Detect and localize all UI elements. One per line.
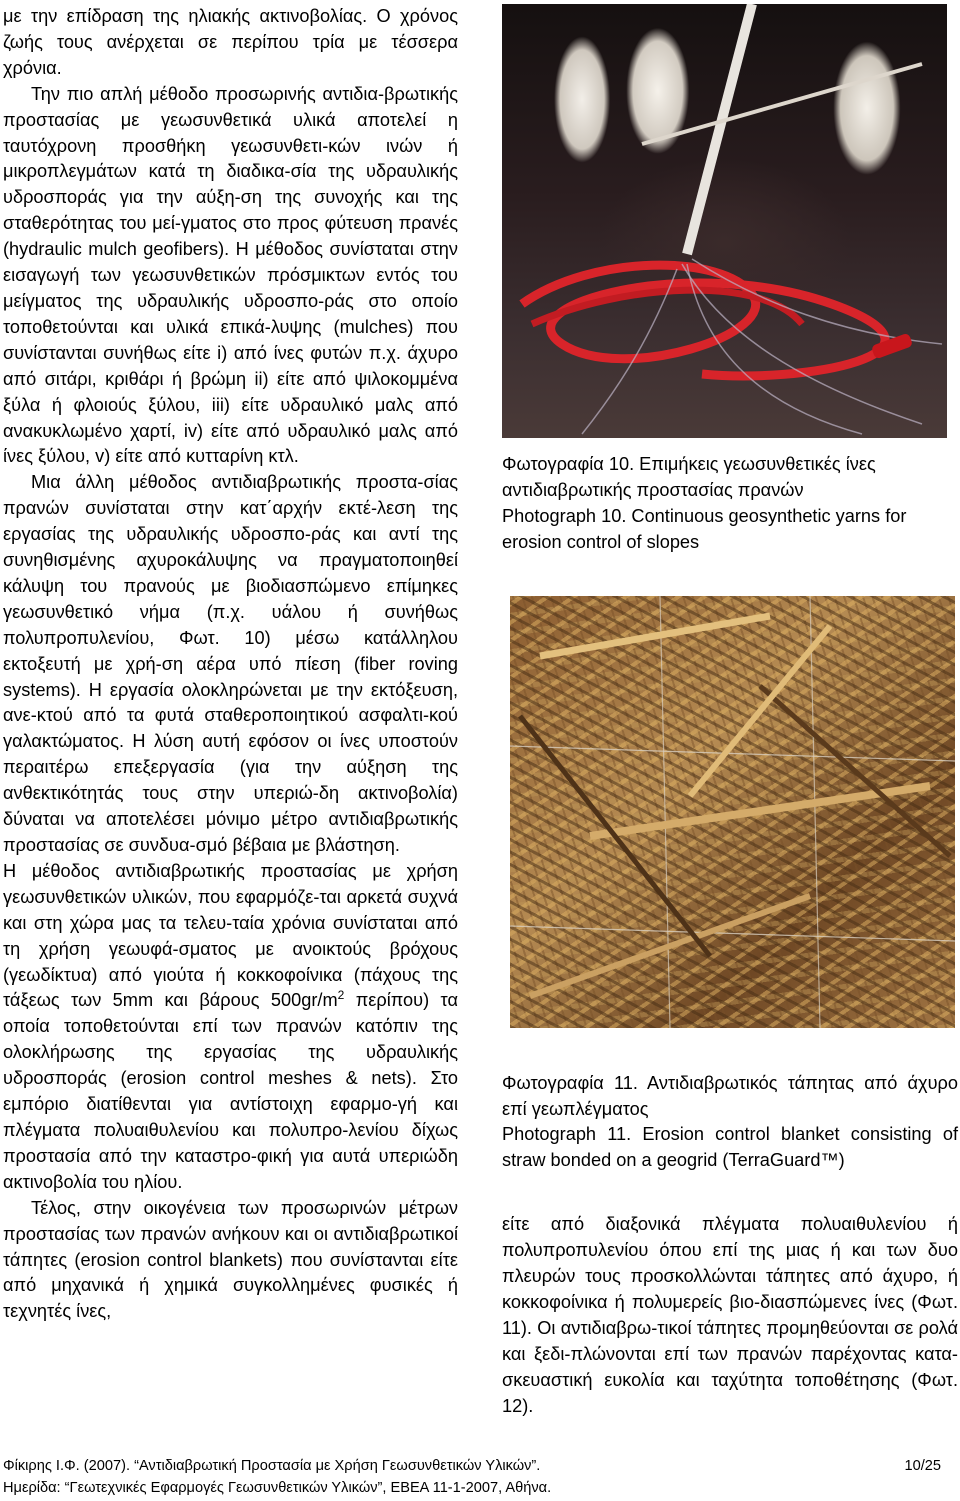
caption-11-english: Photograph 11. Erosion control blanket consisting of straw bonded on a geogrid (TerraGuard™)	[502, 1124, 958, 1171]
photo-straw-blanket	[510, 596, 955, 1028]
right-column	[502, 4, 958, 1420]
caption-10-greek: Φωτογραφία 10. Επιμήκεις γεωσυνθετικές ίνες αντιδιαβρωτικής προστασίας πρανών	[502, 454, 876, 500]
paragraph-3: Μια άλλη μέθοδος αντιδιαβρωτικής προστα-σίας πρανών συνίσταται στην κατ΄αρχήν εκτέ-λεση της εργασίας της υδραυλικής υδροσπο-ράς και αντί της συνηθισμένης αχυροκάλυψης να πραγματοποιηθεί κάλυψη του πρανούς με βιοδιασπώμενο επίμηκες γεωσυνθετικό νήμα (π.χ. υάλου ή συνήθως πολυπροπυλενίου, Φωτ. 10) μέσω κατάλληλου εκτοξευτή με χρή-ση αέρα υπό πίεση (fiber roving systems). Η εργασία ολοκληρώνεται με την εκτόξευση, ανε-κτού από τα φυτά σταθεροποιητικού ασφαλτι-κού γαλακτώματος. Η λύση αυτή εφόσον οι ίνες υποστούν περαιτέρω επεξεργασία (για την αύξηση της ανθεκτικότητάς τους στην υπεριώ-δη ακτινοβολία) δύναται να αποτελέσει μόνιμο μέτρο αντιδιαβρωτικής προστασίας σε συνδυα-σμό βέβαια με βλάστηση.	[3, 472, 458, 855]
caption-11-greek: Φωτογραφία 11. Αντιδιαβρωτικός τάπητας από άχυρο επί γεωπλέγματος	[502, 1072, 958, 1119]
paragraph-4-part-b: περίπου) τα οποία τοποθετούνται επί των πρανών κατόπιν της ολοκλήρωσης της εργασίας της υδραυλικής υδροσποράς (erosion control meshes & nets). Στο εμπόριο διατίθενται για αντίστοιχη εφαρμο-γή και πλέγματα πολυαιθυλενίου και πολυπρο-λενίου δίχως προστασία από την καταστρο-φική για αυτά υπεριώδη ακτινοβολία του ηλίου.	[3, 990, 458, 1192]
page-number: 10/25	[904, 1458, 941, 1474]
photo-11-caption	[502, 1071, 958, 1175]
page-footer	[3, 1455, 945, 1499]
caption-10-english: Photograph 10. Continuous geosynthetic yarns for erosion control of slopes	[502, 505, 907, 552]
right-column-continuation: είτε από διαξονικά πλέγματα πολυαιθυλενίου ή πολυπροπυλενίου όπου επί της μιας ή και των δυο πλευρών τους προσκολλώνται τάπητες από άχυρο, ή κοκκοφοίνικα ή πολυμερείς βιο-διασπώμενες ίνες (Φωτ. 11). Οι αντιδιαβρω-τικοί τάπητες προμηθεύονται σε ρολά και ξεδι-πλώνονται επί των πρανών παρέχοντας κατα-σκευαστική ευκολία και ταχύτητα τοποθέτησης (Φωτ. 12).	[502, 1214, 958, 1416]
paragraph-1: με την επίδραση της ηλιακής ακτινοβολίας. Ο χρόνος ζωής τους ανέρχεται σε περίπου τρία με τέσσερα χρόνια.	[3, 6, 458, 78]
left-text-column	[3, 4, 458, 1325]
paragraph-5: Τέλος, στην οικογένεια των προσωρινών μέτρων προστασίας των πρανών ανήκουν και οι αντιδιαβρωτικοί τάπητες (erosion control blankets) που συνίστανται είτε από μηχανικά ή χημικά συγκολλημένες φυσικές ή τεχνητές ίνες,	[3, 1197, 458, 1322]
photo-10-caption	[502, 452, 958, 556]
footer-citation: Φίκιρης Ι.Φ. (2007). “Αντιδιαβρωτική Προστασία με Χρήση Γεωσυνθετικών Υλικών”.	[3, 1458, 541, 1474]
straw-texture-illustration	[510, 596, 955, 1028]
superscript-exponent: 2	[337, 988, 345, 1003]
paragraph-4-part-a: Η μέθοδος αντιδιαβρωτικής προστασίας με χρήση γεωσυνθετικών υλικών, που εφαρμόζε-ται αρκετά συχνά και στη χώρα μας τα τελευ-ταία χρόνια συνίσταται από τη χρήση γεωυφά-σματος με ανοικτούς βρόχους (γεωδίκτυα) από γιούτα ή κοκκοφοίνικα (πάχους της τάξεως των 5mm και βάρους 500gr/m	[3, 860, 458, 1011]
photo-geosynthetic-yarns	[502, 4, 947, 438]
paragraph-4	[3, 859, 458, 1196]
yarn-reels-illustration	[502, 4, 947, 438]
paragraph-2: Την πιο απλή μέθοδο προσωρινής αντιδια-βρωτικής προστασίας με γεωσυνθετικά υλικά αποτελεί η ταυτόχρονη προσθήκη γεωσυνθετι-κών ινών ή μικροπλεγμάτων κατά τη διαδικα-σία της υδραυλικής υδροσποράς για την αύξη-ση της συνοχής και της σταθερότητας του μεί-γματος στο προς φύτευση πρανές (hydraulic mulch geofibers). Η μέθοδος συνίσταται στην εισαγωγή των γεωσυνθετικών πρόσμικτων εντός του μείγματος της υδραυλικής υδροσπο-ράς στο οποίο τοποθετούνται και υλικά επικά-λυψης (mulches) που συνίστανται συνήθως είτε i) από ίνες φυτών π.χ. άχυρο από σιτάρι, κριθάρι ή βρώμη ii) είτε από ψιλοκομμένα ξύλα ή φλοιούς ξύλου, iii) είτε υδραυλικό μαλς από ανακυκλωμένο χαρτί, iv) είτε από υδραυλικό μαλς από ίνες ξύλου, v) είτε από κυτταρίνη κτλ.	[3, 83, 458, 467]
footer-event: Ημερίδα: “Γεωτεχνικές Εφαρμογές Γεωσυνθετικών Υλικών”, ΕΒΕΑ 11-1-2007, Αθήνα.	[3, 1480, 552, 1496]
